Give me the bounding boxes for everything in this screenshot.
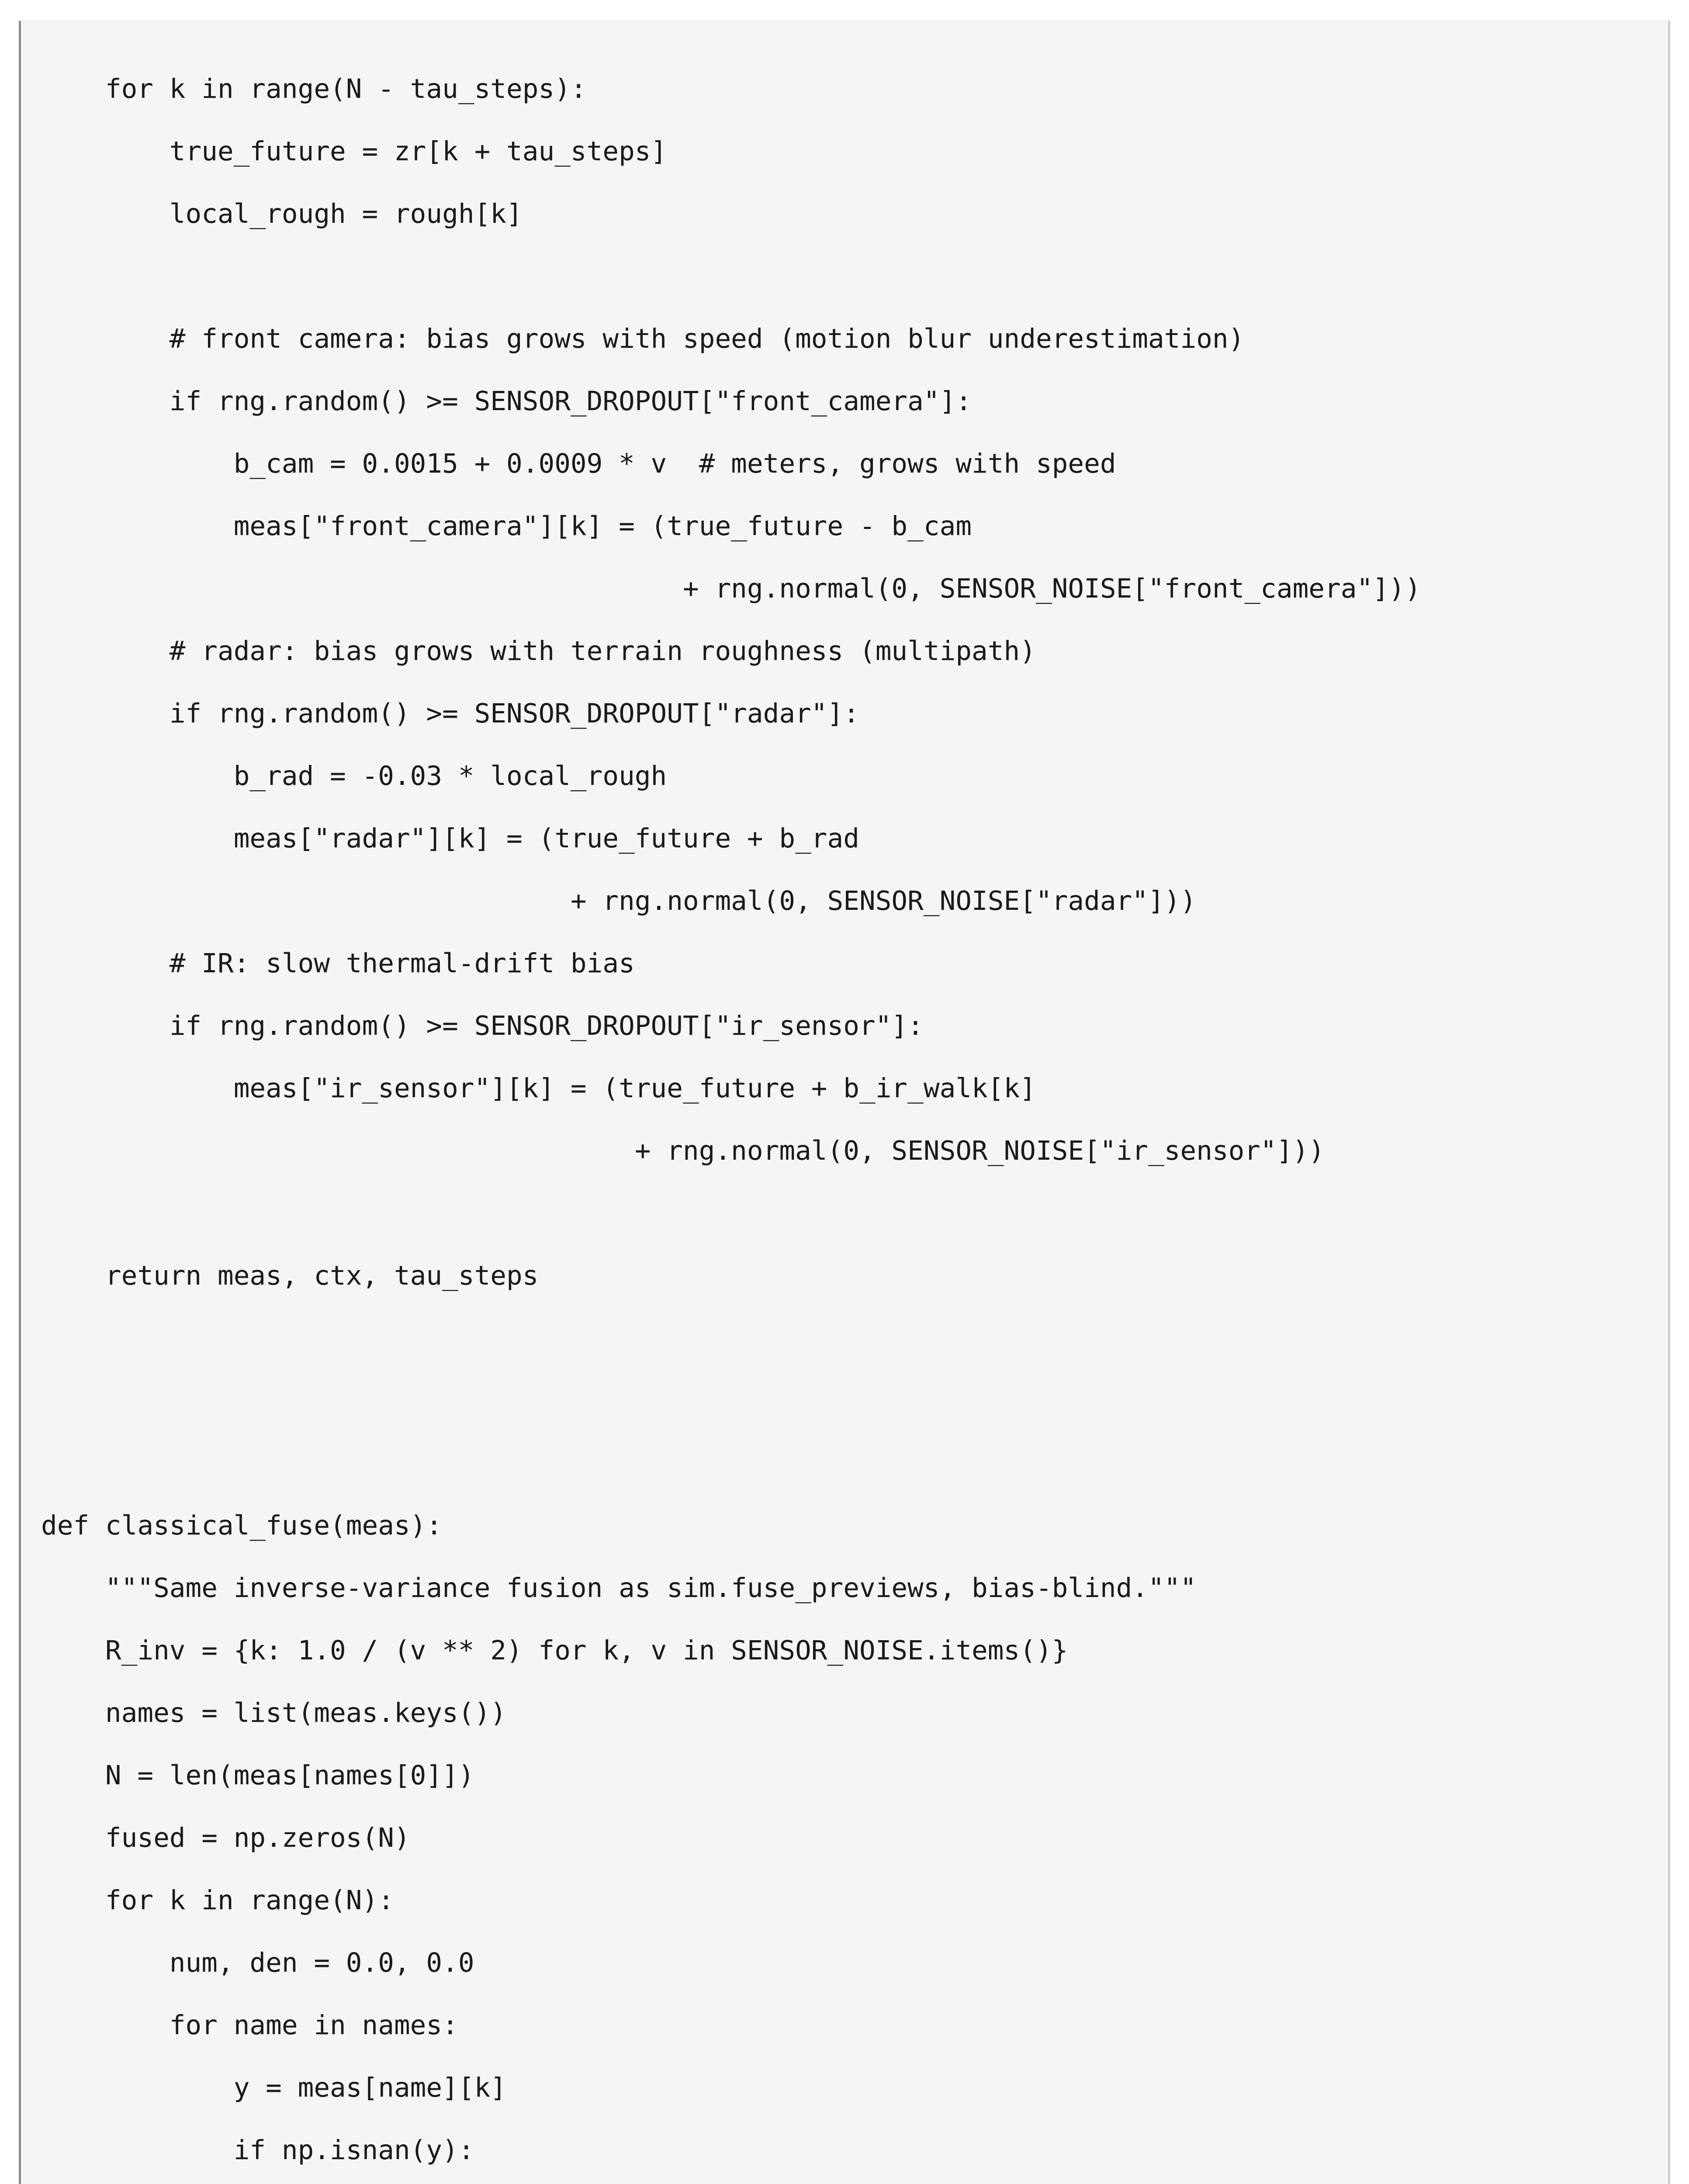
code-line: return meas, ctx, tau_steps — [41, 1260, 539, 1291]
code-block — [19, 21, 1670, 2184]
code-line: for name in names: — [41, 2010, 458, 2041]
code-line: for k in range(N): — [41, 1885, 394, 1916]
code-line: meas["radar"][k] = (true_future + b_rad — [41, 823, 859, 854]
code-line: names = list(meas.keys()) — [41, 1697, 507, 1728]
code-line: meas["ir_sensor"][k] = (true_future + b_ir_walk[k] — [41, 1073, 1036, 1104]
code-line — [41, 2182, 426, 2184]
code-line: if rng.random() >= SENSOR_DROPOUT["ir_sensor"]: — [41, 1010, 924, 1041]
code-line: b_rad = -0.03 * local_rough — [41, 760, 667, 791]
code-line: + rng.normal(0, SENSOR_NOISE["ir_sensor"])) — [41, 1135, 1325, 1166]
code-line: y = meas[name][k] — [41, 2072, 507, 2103]
code-line: fused = np.zeros(N) — [41, 1822, 410, 1853]
code-lines — [21, 21, 1668, 2184]
code-line: true_future = zr[k + tau_steps] — [41, 136, 667, 167]
code-line: + rng.normal(0, SENSOR_NOISE["radar"])) — [41, 885, 1197, 916]
code-line: N = len(meas[names[0]]) — [41, 1760, 474, 1791]
code-line: local_rough = rough[k] — [41, 198, 523, 229]
code-line: if rng.random() >= SENSOR_DROPOUT["front_camera"]: — [41, 386, 972, 417]
code-line: # IR: slow thermal-drift bias — [41, 948, 635, 979]
code-line: num, den = 0.0, 0.0 — [41, 1947, 474, 1978]
code-line: b_cam = 0.0015 + 0.0009 * v # meters, grows with speed — [41, 448, 1116, 479]
code-line: R_inv = {k: 1.0 / (v ** 2) for k, v in SENSOR_NOISE.items()} — [41, 1635, 1068, 1666]
code-line: meas["front_camera"][k] = (true_future - b_cam — [41, 511, 972, 542]
code-line: + rng.normal(0, SENSOR_NOISE["front_camera"])) — [41, 573, 1421, 604]
code-line: if np.isnan(y): — [41, 2135, 474, 2166]
code-line: for k in range(N - tau_steps): — [41, 73, 587, 104]
code-line: """Same inverse-variance fusion as sim.fuse_previews, bias-blind.""" — [41, 1572, 1197, 1603]
code-line: if rng.random() >= SENSOR_DROPOUT["radar"]: — [41, 698, 859, 729]
code-line: # front camera: bias grows with speed (motion blur underestimation) — [41, 323, 1245, 354]
code-line: # radar: bias grows with terrain roughness (multipath) — [41, 636, 1036, 667]
code-line: def classical_fuse(meas): — [41, 1510, 443, 1541]
